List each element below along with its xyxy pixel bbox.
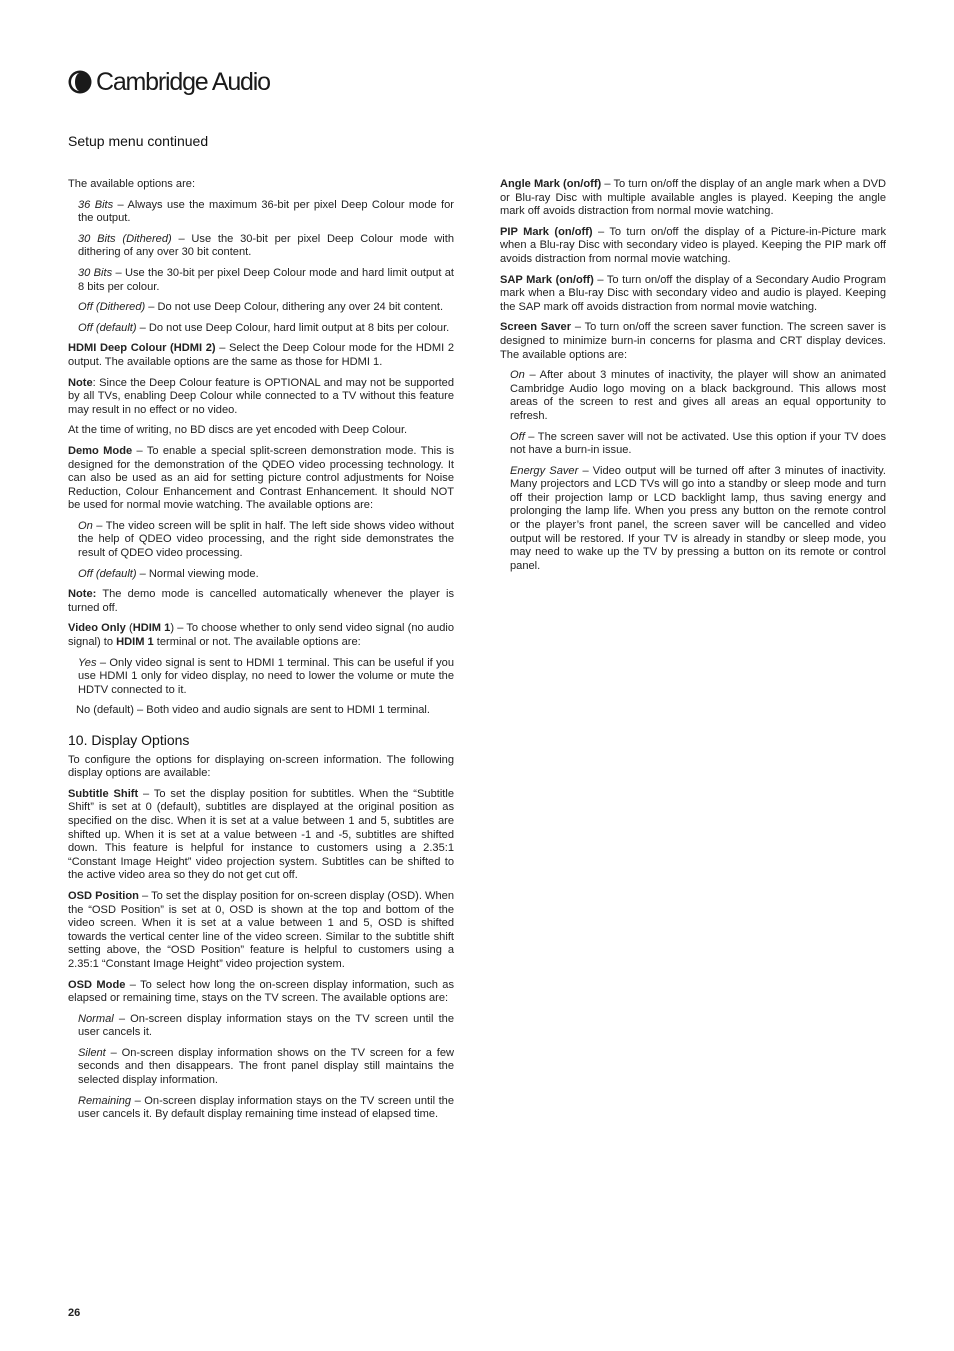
video-only-item: Video Only (HDIM 1) – To choose whether to only send video signal (no audio signal) to HDIM 1 terminal or not. The available options are: xyxy=(68,622,455,649)
display-options-intro: To configure the options for displaying on-screen information. The following display options are available: xyxy=(68,753,454,780)
pip-mark-item: PIP Mark (on/off) – To turn on/off the display of a Picture-in-Picture mark when a Blu-ray Disc with secondary video is played. Keeping the PIP mark off avoids distraction from normal movie watching. xyxy=(500,225,886,265)
hdmi-deep-colour-item: HDMI Deep Colour (HDMI 2) – Select the Deep Colour mode for the HDMI 2 output. The available options are the same as those for HDMI 1. xyxy=(68,342,454,368)
osd-option-remaining: Remaining – On-screen display information stays on the TV screen until the user cancels it. By default display remaining time instead of elapsed time. xyxy=(78,1094,454,1121)
deep-colour-note: Note: Since the Deep Colour feature is OPTIONAL and may not be supported by all TVs, enabling Deep Colour while connected to a TV without this feature may result in no effect or no video. xyxy=(68,376,454,416)
screen-saver-off: Off – The screen saver will not be activated. Use this option if your TV does not have a burn-in issue. xyxy=(510,430,886,457)
demo-note: Note: The demo mode is cancelled automatically whenever the player is turned off. xyxy=(68,588,454,614)
osd-option-normal: Normal – On-screen display information stays on the TV screen until the user cancels it. xyxy=(78,1012,454,1039)
display-options-heading: 10. Display Options xyxy=(68,732,190,748)
sap-mark-item: SAP Mark (on/off) – To turn on/off the display of a Secondary Audio Program mark when a Blu-ray Disc with secondary video and audio is played. Keeping the SAP mark off avoids distraction from normal movie watching. xyxy=(500,273,886,313)
osd-mode-item: OSD Mode – To select how long the on-screen display information, such as elapsed or remaining time, stays on the TV screen. The available options are: xyxy=(68,978,454,1005)
video-only-yes: Yes – Only video signal is sent to HDMI 1 terminal. This can be useful if you use HDMI 1 only for video display, no need to lower the volume or mute the HDTV connected to it. xyxy=(78,656,454,696)
demo-mode-item: Demo Mode – To enable a special split-screen demonstration mode. This is designed for the demonstration of the QDEO video processing technology. It can also be used as an aid for setting picture control adjustments for Noise Reduction, Colour Enhancement and Contrast Enhancement. It should NOT be used for normal movie watching. The available options are: xyxy=(68,444,454,512)
left-column xyxy=(68,178,454,1129)
screen-saver-energy-saver: Energy Saver – Video output will be turned off after 3 minutes of inactivity. Many projectors and LCD TVs will go into a standby or sleep mode and turn off their projection lamp or LCD backlight lamp, thus saving energy and prolonging the lamp life. When you press any button on the remote control or the player’s front panel, the screen saver will be cancelled and video output will be restored. If your TV is already in standby or sleep mode, you may need to wake up the TV by pressing a button on its remote or control panel. xyxy=(510,464,886,572)
cambridge-audio-logo-icon xyxy=(68,70,92,94)
page-number: 26 xyxy=(68,1307,81,1319)
demo-option-off: Off (default) – Normal viewing mode. xyxy=(78,567,259,580)
right-column xyxy=(500,178,886,580)
osd-option-silent: Silent – On-screen display information shows on the TV screen for a few seconds and then disappears. The front panel display still maintains the selected display information. xyxy=(78,1046,454,1087)
option-30-bits-dithered: 30 Bits (Dithered) – Use the 30-bit per pixel Deep Colour mode with dithering of any over 30 bit content. xyxy=(78,232,454,259)
screen-saver-item: Screen Saver – To turn on/off the screen saver function. The screen saver is designed to minimize burn-in concerns for plasma and CRT display devices. The available options are: xyxy=(500,321,887,361)
osd-position-item: OSD Position – To set the display position for on-screen display (OSD). When the “OSD Position” is set at 0, OSD is shown at the top and bottom of the video screen. When it is set at a value between 1 and 5, OSD is shifted towards the vertical center line of the video screen. Similar to the subtitle shift setting above, the “OSD Position” feature is helpful to customers using a 2.35:1 “Constant Image Height” video projection system. xyxy=(68,889,454,970)
video-only-no: No (default) – Both video and audio signals are sent to HDMI 1 terminal. xyxy=(76,704,430,717)
options-intro: The available options are: xyxy=(68,178,196,190)
screen-saver-on: On – After about 3 minutes of inactivity, the player will show an animated Cambridge Audio logo moving on a black background. This allows most areas of the screen to rest and gives all areas an equal opportunity to refresh. xyxy=(510,369,886,422)
demo-option-on: On – The video screen will be split in half. The left side shows video without the help of QDEO video processing, and the right side demonstrates the result of QDEO video processing. xyxy=(78,519,454,560)
brand-name: Cambridge Audio xyxy=(96,67,270,96)
brand-logo xyxy=(68,66,270,98)
angle-mark-item: Angle Mark (on/off) – To turn on/off the display of an angle mark when a DVD or Blu-ray Disc with multiple available angles is played. Keeping the angle mark off avoids distraction from normal movie watching. xyxy=(500,178,886,218)
section-header: Setup menu continued xyxy=(68,133,209,149)
option-off-default: Off (default) – Do not use Deep Colour, hard limit output at 8 bits per colour. xyxy=(78,321,450,334)
option-off-dithered: Off (Dithered) – Do not use Deep Colour, dithering any over 24 bit content. xyxy=(78,301,444,314)
subtitle-shift-item: Subtitle Shift – To set the display position for subtitles. When the “Subtitle Shift” is set at 0 (default), subtitles are displayed at the original position as specified on the disc. When it is set at a value between 1 and 5, subtitles are shifted up. When it is set at a value between -1 and -5, subtitles are shifted down. This feature is helpful for instance to customers using a 2.35:1 “Constant Image Height” video projection system. Subtitles can be shifted to the active video area so they do not get cut off. xyxy=(68,787,454,882)
writing-note: At the time of writing, no BD discs are yet encoded with Deep Colour. xyxy=(68,424,408,437)
option-30-bits: 30 Bits – Use the 30-bit per pixel Deep Colour mode and hard limit output at 8 bits per colour. xyxy=(78,266,454,293)
option-36-bits: 36 Bits – Always use the maximum 36-bit per pixel Deep Colour mode for the output. xyxy=(78,198,454,225)
